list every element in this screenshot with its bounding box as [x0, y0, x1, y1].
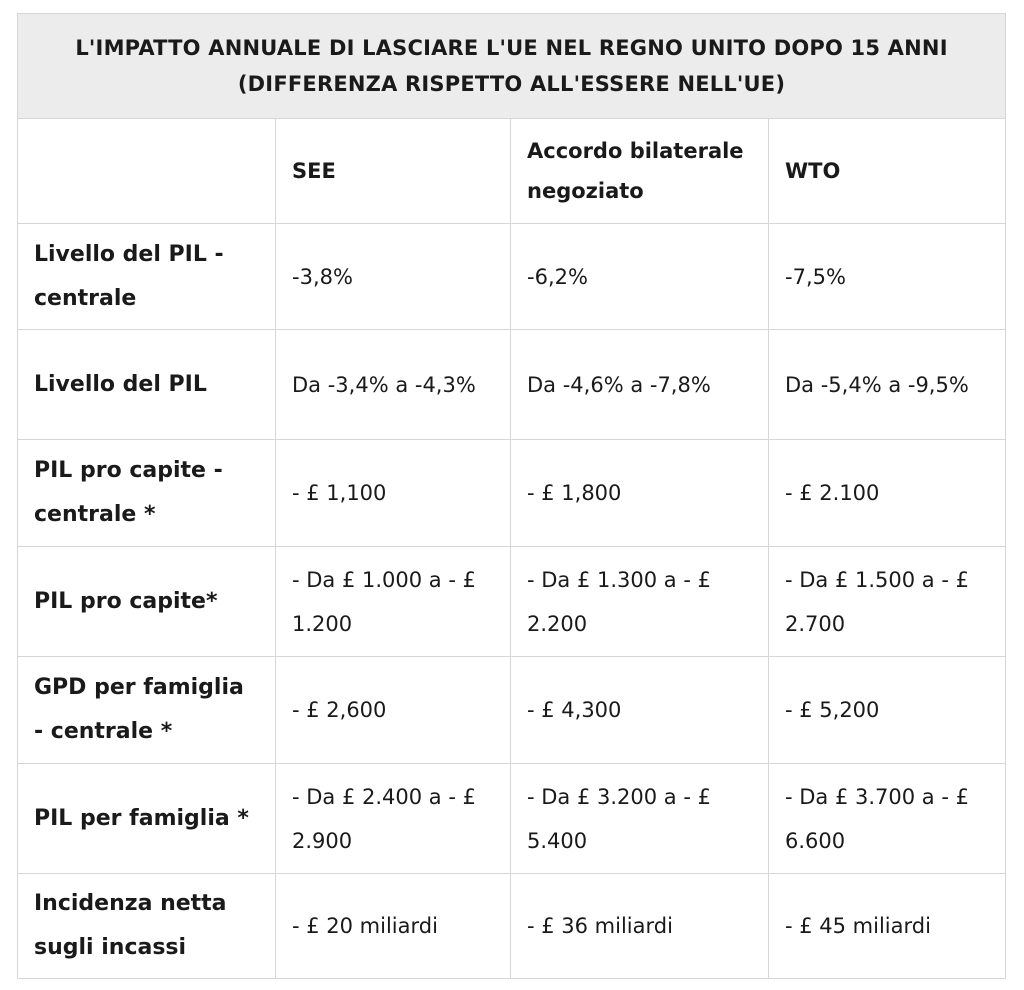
table-row — [18, 764, 1006, 874]
header-cell-bilateral: Accordo bilaterale negoziato — [511, 119, 769, 224]
table-title-line-2: (DIFFERENZA RISPETTO ALL'ESSERE NELL'UE) — [237, 72, 786, 96]
cell-wto: - £ 45 miliardi — [769, 874, 1006, 979]
cell-bilateral: - £ 1,800 — [511, 440, 769, 547]
cell-wto: -7,5% — [769, 224, 1006, 330]
table-title — [18, 14, 1006, 119]
cell-wto: - £ 2.100 — [769, 440, 1006, 547]
header-row — [18, 119, 1006, 224]
table-row — [18, 874, 1006, 979]
header-cell-see: SEE — [276, 119, 511, 224]
cell-see: Da -3,4% a -4,3% — [276, 330, 511, 440]
cell-wto: - Da £ 3.700 a - £ 6.600 — [769, 764, 1006, 874]
cell-see: - £ 20 miliardi — [276, 874, 511, 979]
title-row — [18, 14, 1006, 119]
cell-bilateral: - £ 4,300 — [511, 657, 769, 764]
table-row — [18, 547, 1006, 657]
cell-see: - £ 2,600 — [276, 657, 511, 764]
cell-see: -3,8% — [276, 224, 511, 330]
cell-bilateral: - Da £ 3.200 a - £ 5.400 — [511, 764, 769, 874]
table-row — [18, 657, 1006, 764]
header-cell-empty — [18, 119, 276, 224]
cell-bilateral: - Da £ 1.300 a - £ 2.200 — [511, 547, 769, 657]
cell-wto: - Da £ 1.500 a - £ 2.700 — [769, 547, 1006, 657]
cell-wto: Da -5,4% a -9,5% — [769, 330, 1006, 440]
impact-table-container — [17, 13, 1005, 979]
table-row — [18, 330, 1006, 440]
cell-bilateral: -6,2% — [511, 224, 769, 330]
row-label: PIL pro capite - centrale * — [18, 440, 276, 547]
cell-see: - Da £ 1.000 a - £ 1.200 — [276, 547, 511, 657]
impact-table — [17, 13, 1006, 979]
cell-bilateral: Da -4,6% a -7,8% — [511, 330, 769, 440]
row-label: PIL pro capite* — [18, 547, 276, 657]
row-label: Livello del PIL - centrale — [18, 224, 276, 330]
row-label: Livello del PIL — [18, 330, 276, 440]
cell-bilateral: - £ 36 miliardi — [511, 874, 769, 979]
table-title-line-1: L'IMPATTO ANNUALE DI LASCIARE L'UE NEL REGNO UNITO DOPO 15 ANNI — [75, 36, 948, 60]
table-row — [18, 224, 1006, 330]
cell-wto: - £ 5,200 — [769, 657, 1006, 764]
cell-see: - £ 1,100 — [276, 440, 511, 547]
row-label: GPD per famiglia - centrale * — [18, 657, 276, 764]
row-label: Incidenza netta sugli incassi — [18, 874, 276, 979]
cell-see: - Da £ 2.400 a - £ 2.900 — [276, 764, 511, 874]
table-row — [18, 440, 1006, 547]
row-label: PIL per famiglia * — [18, 764, 276, 874]
header-cell-wto: WTO — [769, 119, 1006, 224]
